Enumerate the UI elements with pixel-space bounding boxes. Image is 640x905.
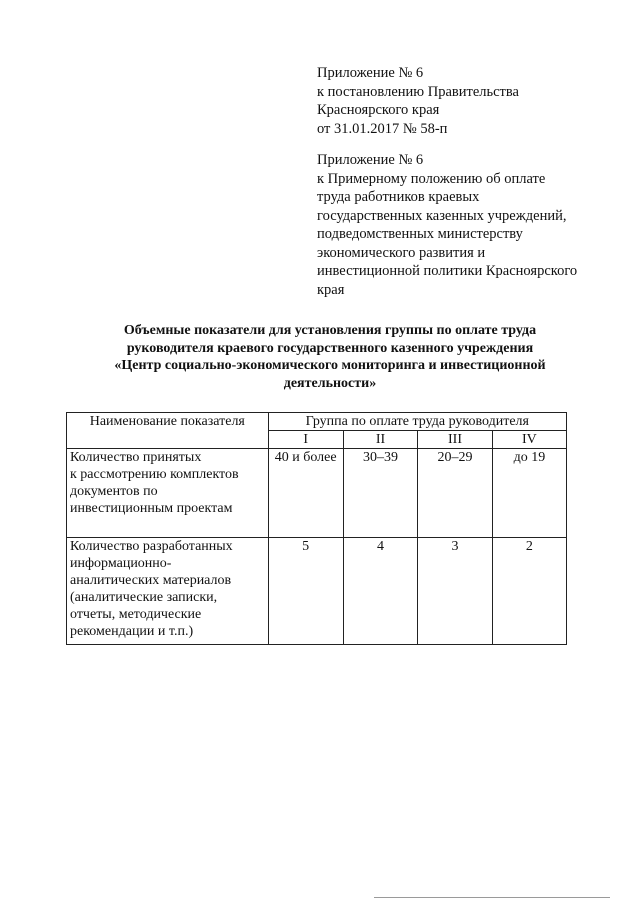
title-line: Объемные показатели для установления группы по оплате труда bbox=[123, 323, 537, 338]
appendix-line: Приложение № 6 bbox=[317, 152, 424, 168]
appendix-line: к Примерному положению об оплате bbox=[317, 170, 546, 187]
indicators-table bbox=[66, 412, 567, 645]
table-row bbox=[67, 538, 567, 645]
scan-edge-line bbox=[374, 897, 610, 898]
appendix-line: к постановлению Правительства bbox=[317, 83, 519, 100]
title-line: руководителя краевого государственного казенного учреждения bbox=[126, 340, 534, 356]
title-line: «Центр социально-экономического мониторинга и инвестиционной bbox=[114, 358, 546, 373]
indicator-value: 4 bbox=[343, 538, 418, 645]
appendix-line: Красноярского края bbox=[317, 102, 440, 118]
indicator-name-line: инвестиционным проектам bbox=[70, 501, 233, 516]
group-label: III bbox=[418, 431, 493, 449]
indicator-value: 5 bbox=[268, 538, 343, 645]
indicator-name-line: Количество принятых bbox=[70, 450, 202, 465]
document-title bbox=[80, 322, 580, 392]
indicator-name bbox=[67, 449, 269, 538]
appendix-line: государственных казенных учреждений, bbox=[317, 207, 567, 224]
appendix-line: подведомственных министерству bbox=[317, 226, 523, 242]
indicator-name-line: к рассмотрению комплектов bbox=[70, 467, 239, 482]
indicator-name-line: (аналитические записки, bbox=[70, 590, 218, 605]
indicator-name-header: Наименование показателя bbox=[67, 413, 269, 449]
appendix-line: экономического развития и bbox=[317, 244, 486, 261]
appendix-model-regulation bbox=[317, 151, 617, 299]
indicator-value: 30–39 bbox=[343, 449, 418, 538]
appendix-line: края bbox=[317, 281, 345, 298]
group-label: II bbox=[343, 431, 418, 449]
appendix-line: инвестиционной политики Красноярского bbox=[317, 263, 578, 279]
indicator-name-line: отчеты, методические bbox=[70, 607, 202, 622]
indicator-value: 3 bbox=[418, 538, 493, 645]
indicator-name bbox=[67, 538, 269, 645]
appendix-line: от 31.01.2017 № 58-п bbox=[317, 120, 448, 137]
indicator-name-line: информационно- bbox=[70, 556, 172, 571]
appendix-government-resolution bbox=[317, 64, 617, 138]
indicator-name-line: рекомендации и т.п.) bbox=[70, 624, 194, 639]
indicator-value: 2 bbox=[492, 538, 566, 645]
appendix-line: Приложение № 6 bbox=[317, 65, 424, 81]
pay-group-header: Группа по оплате труда руководителя bbox=[268, 413, 566, 431]
indicator-name-line: Количество разработанных bbox=[70, 539, 233, 554]
indicator-name-line: документов по bbox=[70, 484, 158, 499]
title-line: деятельности» bbox=[283, 375, 377, 391]
indicator-name-line: аналитических материалов bbox=[70, 573, 232, 588]
indicator-value: до 19 bbox=[492, 449, 566, 538]
indicator-value: 20–29 bbox=[418, 449, 493, 538]
table-header-row bbox=[67, 413, 567, 431]
group-label: IV bbox=[492, 431, 566, 449]
group-label: I bbox=[268, 431, 343, 449]
appendix-line: труда работников краевых bbox=[317, 189, 480, 205]
table-row bbox=[67, 449, 567, 538]
indicator-value: 40 и более bbox=[268, 449, 343, 538]
